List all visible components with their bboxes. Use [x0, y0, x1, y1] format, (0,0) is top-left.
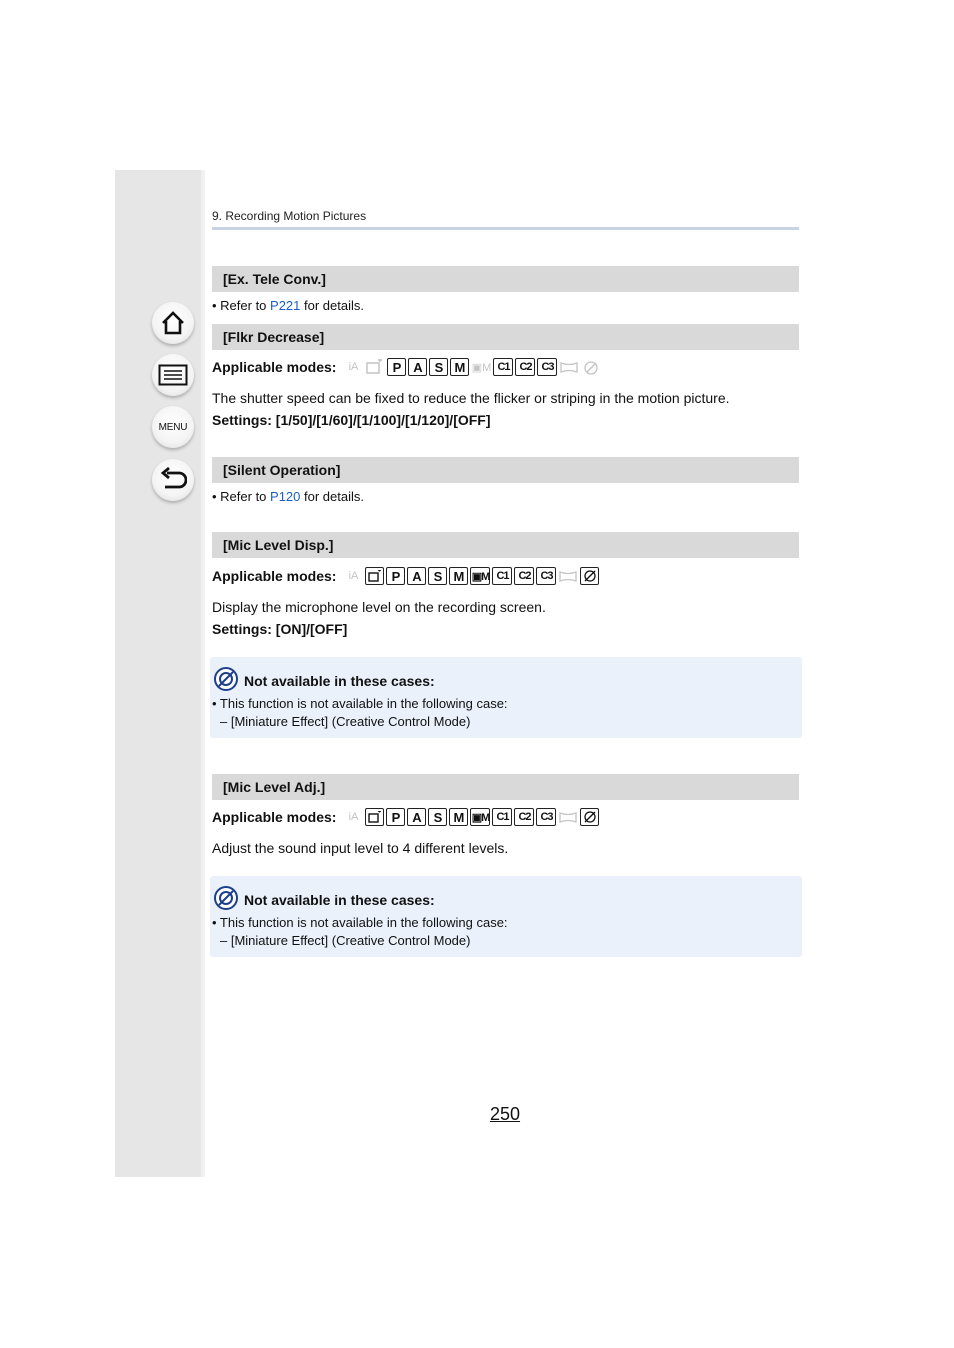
section-title: [Flkr Decrease] [223, 329, 325, 345]
section-ex-tele-conv [212, 266, 799, 292]
creative-control-icon [581, 358, 601, 376]
home-icon [160, 310, 186, 336]
section-title: [Mic Level Adj.] [223, 779, 326, 795]
flkr-description: The shutter speed can be fixed to reduce the flicker or striping in the motion picture. [212, 390, 730, 406]
mode-c2-icon: C2 [515, 358, 535, 376]
note-line: – [Miniature Effect] (Creative Control Mode) [220, 714, 471, 729]
note-line: • This function is not available in the following case: [212, 696, 508, 711]
mic-disp-unavailable-note [210, 657, 802, 738]
creative-control-icon [580, 567, 599, 585]
mode-p-icon: P [386, 567, 405, 585]
mode-m-icon: M [450, 358, 469, 376]
not-available-icon [214, 886, 238, 910]
mode-c3-icon: C3 [536, 808, 556, 826]
modes-label: Applicable modes: [212, 568, 337, 584]
link-p120[interactable]: P120 [270, 489, 301, 504]
refer-suffix: for details. [300, 489, 364, 504]
modes-label: Applicable modes: [212, 359, 337, 375]
link-p221[interactable]: P221 [270, 298, 301, 313]
section-title: [Silent Operation] [223, 462, 341, 478]
sidebar-edge [201, 170, 205, 1177]
intelligent-auto-icon: iA [348, 811, 359, 823]
mode-m-icon: M [449, 808, 468, 826]
back-arrow-icon [159, 467, 187, 493]
silent-refer [212, 489, 364, 504]
section-title: [Mic Level Disp.] [223, 537, 334, 553]
creative-control-icon [580, 808, 599, 826]
breadcrumb: 9. Recording Motion Pictures [212, 209, 367, 223]
intelligent-auto-plus-icon [365, 567, 384, 585]
section-title: [Ex. Tele Conv.] [223, 271, 326, 287]
intelligent-auto-plus-icon [365, 358, 385, 376]
note-line: – [Miniature Effect] (Creative Control Mode) [220, 933, 471, 948]
section-mic-level-adj [212, 774, 799, 800]
mode-s-icon: S [428, 567, 447, 585]
section-flkr-decrease [212, 324, 799, 350]
mic-disp-description: Display the microphone level on the recording screen. [212, 599, 546, 615]
mode-a-icon: A [407, 808, 426, 826]
mic-adj-unavailable-note [210, 876, 802, 957]
mic-adj-description: Adjust the sound input level to 4 different levels. [212, 840, 509, 856]
mode-a-icon: A [407, 567, 426, 585]
mode-c1-icon: C1 [493, 358, 513, 376]
mode-s-icon: S [429, 358, 448, 376]
mic-adj-applicable-modes [212, 807, 601, 827]
not-available-icon [214, 667, 238, 691]
contents-button[interactable] [152, 354, 194, 396]
note-title: Not available in these cases: [244, 892, 435, 908]
creative-video-icon: ▣M [470, 808, 490, 826]
mode-s-icon: S [428, 808, 447, 826]
menu-label: MENU [158, 421, 188, 433]
intelligent-auto-icon: iA [348, 361, 359, 373]
mode-m-icon: M [449, 567, 468, 585]
mic-disp-settings: Settings: [ON]/[OFF] [212, 621, 348, 637]
list-icon [158, 364, 188, 386]
refer-prefix: • Refer to [212, 489, 271, 504]
panorama-icon [558, 808, 578, 826]
flkr-applicable-modes [212, 357, 603, 377]
mode-c1-icon: C1 [492, 808, 512, 826]
modes-label: Applicable modes: [212, 809, 337, 825]
mode-c2-icon: C2 [514, 808, 534, 826]
section-mic-level-disp [212, 532, 799, 558]
note-title: Not available in these cases: [244, 673, 435, 689]
mode-c2-icon: C2 [514, 567, 534, 585]
mode-c3-icon: C3 [536, 567, 556, 585]
mic-disp-applicable-modes [212, 566, 601, 586]
refer-suffix: for details. [300, 298, 364, 313]
creative-video-icon: ▣M [470, 567, 490, 585]
panorama-icon [558, 567, 578, 585]
home-button[interactable] [152, 302, 194, 344]
intelligent-auto-icon: iA [348, 570, 359, 582]
ex-tele-refer [212, 298, 364, 313]
mode-a-icon: A [408, 358, 427, 376]
menu-button[interactable] [152, 406, 194, 448]
section-silent-operation [212, 457, 799, 483]
page-number[interactable]: 250 [490, 1104, 521, 1124]
back-button[interactable] [152, 459, 194, 501]
mode-c1-icon: C1 [492, 567, 512, 585]
refer-prefix: • Refer to [212, 298, 271, 313]
mode-p-icon: P [387, 358, 406, 376]
mode-c3-icon: C3 [537, 358, 557, 376]
flkr-settings: Settings: [1/50]/[1/60]/[1/100]/[1/120]/[OFF] [212, 412, 491, 428]
note-line: • This function is not available in the following case: [212, 915, 508, 930]
panorama-icon [559, 358, 579, 376]
creative-video-icon: ▣M [471, 361, 492, 374]
header-rule [212, 227, 799, 230]
intelligent-auto-plus-icon [365, 808, 384, 826]
mode-p-icon: P [386, 808, 405, 826]
